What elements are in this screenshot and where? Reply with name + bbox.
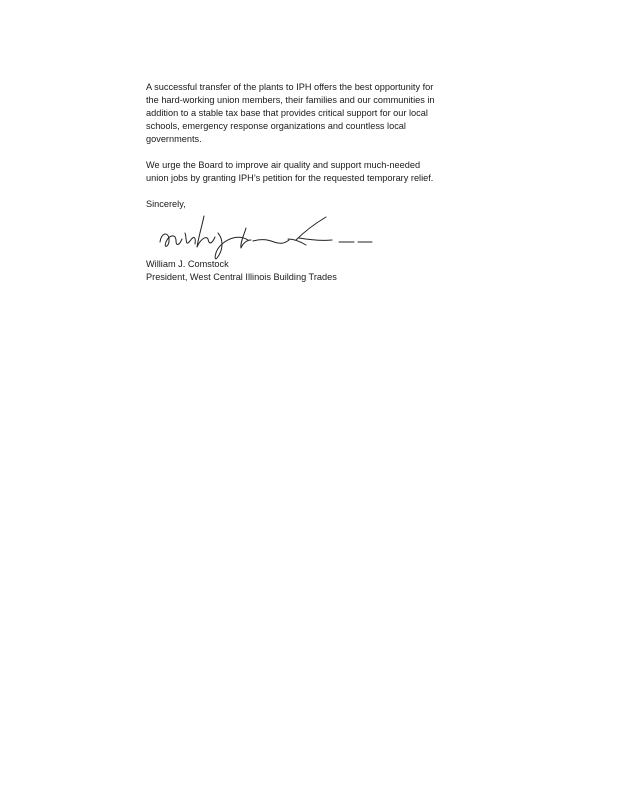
- handwritten-signature: [156, 208, 378, 260]
- closing-salutation: Sincerely,: [146, 199, 186, 209]
- letter-body: [146, 81, 476, 284]
- signer-title: President, West Central Illinois Building Trades: [146, 272, 337, 282]
- paragraph-transfer: A successful transfer of the plants to IPH offers the best opportunity for the hard-working union members, their families and our communities in addition to a stable tax base that provides critical support for our local schools, emergency response organizations and countless local governments.: [146, 82, 435, 144]
- signer-name: William J. Comstock: [146, 259, 229, 269]
- paragraph-request: We urge the Board to improve air quality and support much-needed union jobs by granting IPH’s petition for the requested temporary relief.: [146, 160, 434, 183]
